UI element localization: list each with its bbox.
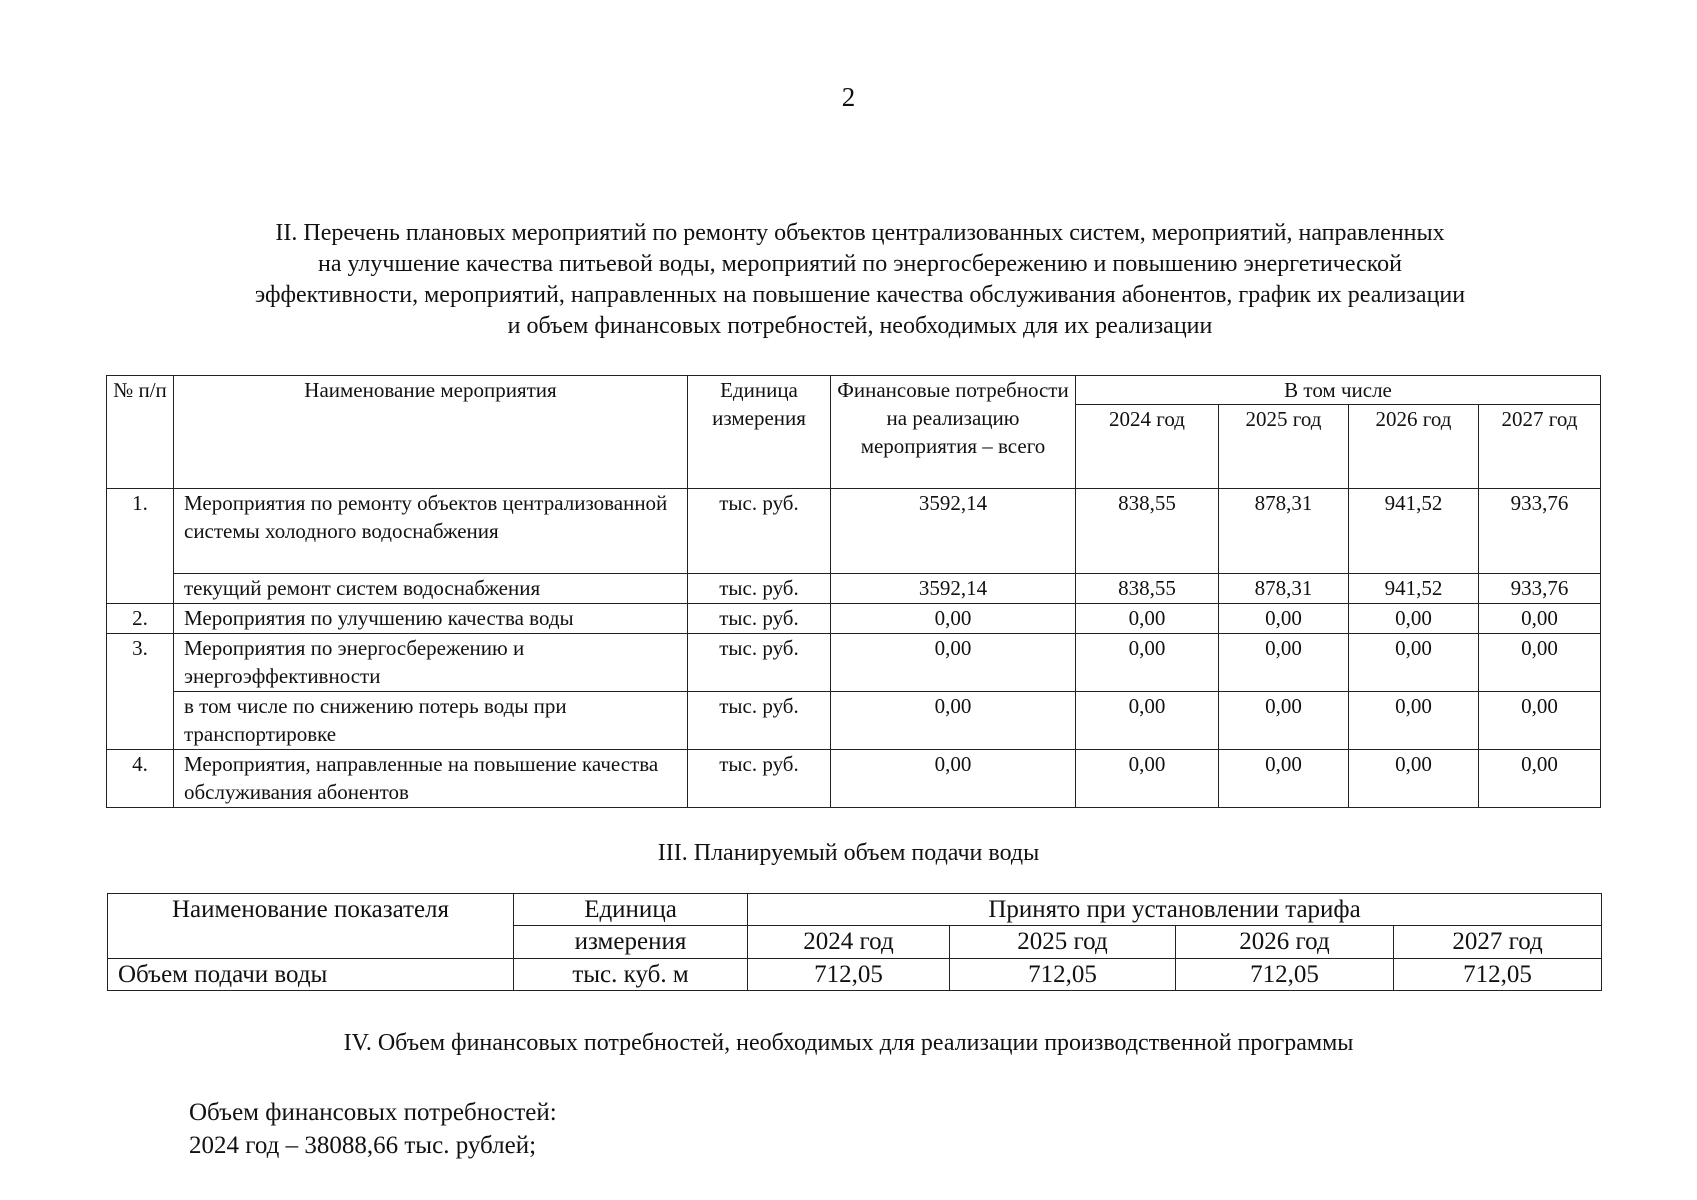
header-unit-line2: измерения (514, 926, 748, 959)
table-row (107, 574, 1601, 604)
financial-needs-2024: 2024 год – 38088,66 тыс. рублей; (189, 1132, 537, 1159)
row-year-value: 0,00 (1219, 750, 1349, 808)
table-row (107, 489, 1601, 574)
row-year-value: 0,00 (1219, 634, 1349, 692)
section-4-title: IV. Объем финансовых потребностей, необходимых для реализации производственной программы (343, 1030, 1354, 1056)
row-num: 2. (107, 604, 174, 634)
row-total: 0,00 (831, 634, 1076, 692)
row-total: 3592,14 (831, 574, 1076, 604)
table-row (107, 692, 1601, 750)
row-total: 0,00 (831, 604, 1076, 634)
page-number: 2 (841, 82, 856, 112)
row-year-value: 0,00 (1479, 604, 1601, 634)
row-total: 0,00 (831, 750, 1076, 808)
row-total: 3592,14 (831, 489, 1076, 574)
header-year: 2027 год (1479, 405, 1601, 489)
header-indicator: Наименование показателя (108, 894, 514, 959)
row-year-value: 712,05 (1394, 959, 1602, 991)
header-num: № п/п (107, 376, 174, 489)
header-year: 2024 год (1076, 405, 1219, 489)
row-year-value: 0,00 (1219, 604, 1349, 634)
row-year-value: 0,00 (1076, 604, 1219, 634)
water-supply-table (107, 893, 1602, 991)
row-year-value: 0,00 (1349, 634, 1479, 692)
row-unit: тыс. руб. (688, 750, 831, 808)
row-year-value: 0,00 (1349, 750, 1479, 808)
row-year-value: 0,00 (1479, 634, 1601, 692)
header-total-need: Финансовые потребности на реализацию мероприятия – всего (831, 376, 1076, 489)
row-unit: тыс. руб. (688, 604, 831, 634)
header-year: 2026 год (1349, 405, 1479, 489)
row-unit: тыс. руб. (688, 634, 831, 692)
row-num: 4. (107, 750, 174, 808)
activities-table (106, 375, 1601, 808)
row-year-value: 0,00 (1076, 634, 1219, 692)
header-year: 2027 год (1394, 926, 1602, 959)
header-unit: Единица измерения (688, 376, 831, 489)
header-year: 2025 год (1219, 405, 1349, 489)
header-unit-line1: Единица (514, 894, 748, 926)
section-3-title: III. Планируемый объем подачи воды (657, 840, 1040, 866)
row-year-value: 0,00 (1076, 692, 1219, 750)
row-name: в том числе по снижению потерь воды при транспортировке (174, 692, 688, 750)
row-name: Мероприятия по ремонту объектов централизованной системы холодного водоснабжения (174, 489, 688, 574)
row-year-value: 838,55 (1076, 489, 1219, 574)
header-activity-name: Наименование мероприятия (174, 376, 688, 489)
row-year-value: 0,00 (1219, 692, 1349, 750)
row-year-value: 712,05 (1176, 959, 1394, 991)
section-2-title-line: и объем финансовых потребностей, необходимых для их реализации (507, 313, 1213, 339)
row-unit: тыс. руб. (688, 574, 831, 604)
row-year-value: 712,05 (748, 959, 950, 991)
row-year-value: 933,76 (1479, 489, 1601, 574)
table-row (108, 959, 1602, 991)
header-year: 2026 год (1176, 926, 1394, 959)
row-total: 0,00 (831, 692, 1076, 750)
table-header-row (108, 894, 1602, 926)
table-row (107, 634, 1601, 692)
row-num: 1. (107, 489, 174, 604)
header-year: 2024 год (748, 926, 950, 959)
row-name: Мероприятия, направленные на повышение качества обслуживания абонентов (174, 750, 688, 808)
row-year-value: 878,31 (1219, 489, 1349, 574)
section-2-title-line: II. Перечень плановых мероприятий по ремонту объектов централизованных систем, мероприятий, направленных (275, 220, 1445, 246)
section-2-title-line: на улучшение качества питьевой воды, мероприятий по энергосбережению и повышению энергетической (317, 251, 1403, 277)
row-year-value: 933,76 (1479, 574, 1601, 604)
section-2-title-line: эффективности, мероприятий, направленных на повышение качества обслуживания абонентов, график их реализации (254, 282, 1466, 308)
financial-needs-label: Объем финансовых потребностей: (189, 1099, 557, 1126)
row-year-value: 878,31 (1219, 574, 1349, 604)
row-name: текущий ремонт систем водоснабжения (174, 574, 688, 604)
table-row (107, 604, 1601, 634)
header-including: В том числе (1076, 376, 1601, 405)
row-unit: тыс. руб. (688, 692, 831, 750)
row-name: Мероприятия по улучшению качества воды (174, 604, 688, 634)
row-year-value: 0,00 (1076, 750, 1219, 808)
row-name: Мероприятия по энергосбережению и энергоэффективности (174, 634, 688, 692)
header-accepted: Принято при установлении тарифа (748, 894, 1602, 926)
row-year-value: 0,00 (1349, 692, 1479, 750)
row-year-value: 941,52 (1349, 574, 1479, 604)
row-year-value: 0,00 (1349, 604, 1479, 634)
row-year-value: 838,55 (1076, 574, 1219, 604)
section-2-title (110, 218, 1610, 342)
table-row (107, 750, 1601, 808)
row-unit: тыс. куб. м (514, 959, 748, 991)
header-year: 2025 год (950, 926, 1176, 959)
row-year-value: 941,52 (1349, 489, 1479, 574)
table-header-row (107, 376, 1601, 405)
row-num: 3. (107, 634, 174, 750)
row-year-value: 0,00 (1479, 750, 1601, 808)
row-name: Объем подачи воды (108, 959, 514, 991)
row-unit: тыс. руб. (688, 489, 831, 574)
row-year-value: 0,00 (1479, 692, 1601, 750)
row-year-value: 712,05 (950, 959, 1176, 991)
